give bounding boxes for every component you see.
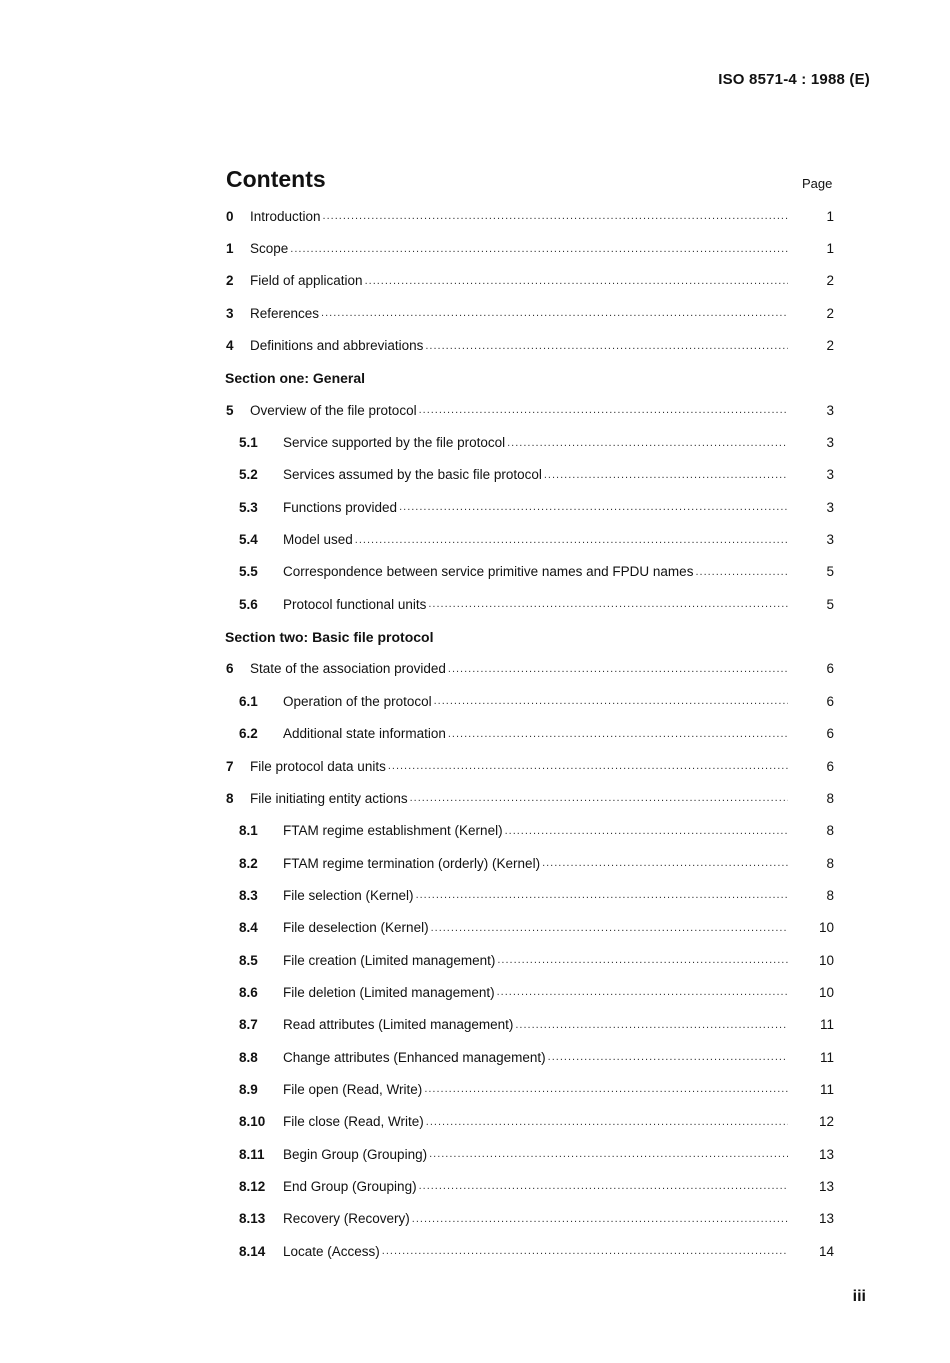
toc-entry[interactable] [224, 232, 834, 264]
toc-entry[interactable] [224, 976, 834, 1008]
toc-entry-number: 2 [226, 273, 234, 289]
toc-entry-page: 13 [818, 1178, 834, 1194]
toc-entry-number: 5.1 [239, 435, 258, 451]
toc-entry-number: 5.5 [239, 564, 258, 580]
toc-entry-title: File protocol data units [250, 758, 386, 774]
toc-entry-title: FTAM regime termination (orderly) (Kernel) [283, 855, 541, 871]
toc-entry[interactable] [224, 685, 834, 717]
toc-entry-title: Introduction [250, 208, 321, 224]
toc-entry-number: 8.1 [239, 823, 258, 839]
toc-entry-number: 8.6 [239, 984, 258, 1000]
toc-entry-number: 8.9 [239, 1081, 258, 1097]
dot-leader [497, 986, 788, 998]
toc-entry-number: 8 [226, 790, 234, 806]
toc-entry-number: 5.4 [239, 532, 258, 548]
toc-entry-page: 6 [826, 726, 834, 742]
toc-entry-page: 2 [826, 273, 834, 289]
toc-entry-number: 0 [226, 208, 234, 224]
toc-entry[interactable] [224, 200, 834, 232]
section-heading-text: Section two: Basic file protocol [225, 628, 434, 645]
toc-entry-number: 8.11 [239, 1146, 265, 1162]
dot-leader [419, 404, 788, 416]
toc-entry-number: 8.8 [239, 1049, 258, 1065]
toc-entry[interactable] [224, 944, 834, 976]
toc-entry-page: 6 [826, 693, 834, 709]
toc-entry[interactable] [224, 782, 834, 814]
toc-entry-title: Model used [283, 532, 353, 548]
toc-entry[interactable] [224, 750, 834, 782]
toc-entry-number: 1 [226, 241, 234, 257]
dot-leader [425, 340, 788, 352]
toc-entry[interactable] [224, 491, 834, 523]
toc-entry[interactable] [224, 718, 834, 750]
toc-entry-page: 3 [826, 467, 834, 483]
dot-leader [388, 760, 788, 772]
dot-leader [419, 1180, 788, 1192]
toc-entry[interactable] [224, 329, 834, 361]
toc-entry-page: 5 [826, 596, 834, 612]
toc-entry-number: 6 [226, 661, 234, 677]
dot-leader [434, 695, 788, 707]
dot-leader [695, 566, 788, 578]
toc-entry-title: End Group (Grouping) [283, 1178, 417, 1194]
toc-entry[interactable] [224, 1009, 834, 1041]
toc-entry[interactable] [224, 459, 834, 491]
dot-leader [505, 825, 788, 837]
dot-leader [448, 728, 788, 740]
toc-entry-page: 2 [826, 338, 834, 354]
toc-entry[interactable] [224, 426, 834, 458]
page-column-label: Page [802, 176, 833, 191]
toc-entry-title: Service supported by the file protocol [283, 435, 506, 451]
dot-leader [321, 307, 788, 319]
toc-entry-page: 10 [818, 984, 834, 1000]
toc-entry-page: 1 [826, 208, 834, 224]
dot-leader [497, 954, 788, 966]
toc-entry-title: Services assumed by the basic file protocol [283, 467, 542, 483]
toc-entry[interactable] [224, 297, 834, 329]
toc-entry-page: 11 [819, 1081, 834, 1097]
dot-leader [429, 1148, 788, 1160]
toc-entry-page: 2 [826, 305, 834, 321]
dot-leader [424, 1083, 788, 1095]
toc-entry-number: 5 [226, 402, 234, 418]
toc-entry-page: 5 [826, 564, 834, 580]
toc-entry-number: 5.2 [239, 467, 258, 483]
toc-entry[interactable] [224, 523, 834, 555]
toc-entry-title: Correspondence between service primitive names and FPDU names [283, 564, 694, 580]
toc-entry-title: Locate (Access) [283, 1243, 380, 1259]
toc-entry[interactable] [224, 588, 834, 620]
toc-entry-title: Read attributes (Limited management) [283, 1017, 514, 1033]
toc-entry-number: 7 [226, 758, 234, 774]
toc-entry-title: Definitions and abbreviations [250, 338, 424, 354]
toc-entry[interactable] [224, 556, 834, 588]
toc-entry-page: 6 [826, 758, 834, 774]
page-title: Contents [226, 166, 326, 192]
section-heading [224, 362, 834, 394]
toc-entry-title: Protocol functional units [283, 596, 427, 612]
section-heading-text: Section one: General [225, 369, 366, 386]
dot-leader [355, 534, 788, 546]
dot-leader [544, 469, 788, 481]
toc-entry-page: 1 [826, 241, 834, 257]
toc-entry-title: Functions provided [283, 499, 398, 515]
toc-entry-page: 3 [826, 435, 834, 451]
toc-entry-title: File deletion (Limited management) [283, 984, 495, 1000]
toc-entry-title: Begin Group (Grouping) [283, 1146, 428, 1162]
toc-entry-title: Field of application [250, 273, 363, 289]
toc-entry-title: File selection (Kernel) [283, 887, 414, 903]
toc-entry-number: 8.7 [239, 1017, 258, 1033]
toc-entry-title: File deselection (Kernel) [283, 920, 429, 936]
dot-leader [323, 210, 788, 222]
dot-leader [515, 1019, 788, 1031]
toc-entry-number: 8.3 [239, 887, 258, 903]
toc-entry-page: 3 [826, 499, 834, 515]
dot-leader [382, 1245, 788, 1257]
dot-leader [507, 437, 788, 449]
dot-leader [542, 857, 788, 869]
toc-entry-page: 8 [826, 887, 834, 903]
toc-entry-number: 8.12 [239, 1178, 266, 1194]
dot-leader [431, 922, 788, 934]
toc-entry-number: 8.5 [239, 952, 258, 968]
toc-entry-number: 6.1 [239, 693, 258, 709]
toc-entry-title: Overview of the file protocol [250, 402, 417, 418]
toc-entry-page: 3 [826, 532, 834, 548]
toc-entry[interactable] [224, 1170, 834, 1202]
toc-entry-number: 3 [226, 305, 234, 321]
toc-entry-page: 8 [826, 823, 834, 839]
toc-entry[interactable] [224, 265, 834, 297]
toc-entry[interactable] [224, 815, 834, 847]
toc-entry-number: 8.10 [239, 1114, 266, 1130]
toc-entry-page: 6 [826, 661, 834, 677]
dot-leader [412, 1213, 788, 1225]
toc-entry[interactable] [224, 1106, 834, 1138]
toc-entry[interactable] [224, 879, 834, 911]
toc-entry-title: File creation (Limited management) [283, 952, 496, 968]
toc-entry-page: 12 [818, 1114, 834, 1130]
toc-entry-title: State of the association provided [250, 661, 446, 677]
toc-entry-number: 8.4 [239, 920, 258, 936]
toc-entry-title: File close (Read, Write) [283, 1114, 424, 1130]
toc-entry-page: 11 [819, 1017, 834, 1033]
dot-leader [548, 1051, 788, 1063]
toc-entry-title: Recovery (Recovery) [283, 1211, 410, 1227]
toc-entry-page: 13 [818, 1211, 834, 1227]
toc-entry-number: 5.3 [239, 499, 258, 515]
toc-entry-title: FTAM regime establishment (Kernel) [283, 823, 503, 839]
toc-entry-number: 8.13 [239, 1211, 266, 1227]
toc-entry-title: Scope [250, 241, 289, 257]
dot-leader [426, 1116, 788, 1128]
toc-entry[interactable] [224, 1073, 834, 1105]
table-of-contents [224, 200, 834, 1267]
toc-entry-title: References [250, 305, 320, 321]
dot-leader [448, 663, 788, 675]
page-number: iii [852, 1288, 866, 1305]
toc-entry-page: 10 [818, 920, 834, 936]
toc-entry-title: File initiating entity actions [250, 790, 408, 806]
toc-entry-number: 5.6 [239, 596, 258, 612]
toc-entry[interactable] [224, 1203, 834, 1235]
toc-entry-number: 4 [226, 338, 234, 354]
dot-leader [365, 275, 788, 287]
dot-leader [399, 501, 788, 513]
toc-entry[interactable] [224, 847, 834, 879]
toc-entry-page: 11 [819, 1049, 834, 1065]
toc-entry-page: 3 [826, 402, 834, 418]
toc-entry[interactable] [224, 912, 834, 944]
toc-entry-title: Change attributes (Enhanced management) [283, 1049, 546, 1065]
toc-entry[interactable] [224, 1235, 834, 1267]
toc-entry-page: 14 [818, 1243, 834, 1259]
toc-entry-page: 13 [818, 1146, 834, 1162]
dot-leader [416, 889, 788, 901]
toc-entry-page: 10 [818, 952, 834, 968]
toc-entry[interactable] [224, 653, 834, 685]
toc-entry-title: Additional state information [283, 726, 446, 742]
toc-entry-title: File open (Read, Write) [283, 1081, 423, 1097]
toc-entry[interactable] [224, 1138, 834, 1170]
dot-leader [410, 792, 788, 804]
dot-leader [290, 243, 788, 255]
toc-entry[interactable] [224, 394, 834, 426]
toc-entry-number: 8.2 [239, 855, 258, 871]
section-heading [224, 620, 834, 652]
dot-leader [428, 598, 788, 610]
toc-entry-number: 6.2 [239, 726, 258, 742]
document-identifier: ISO 8571-4 : 1988 (E) [718, 71, 870, 88]
toc-entry-page: 8 [826, 855, 834, 871]
toc-entry-title: Operation of the protocol [283, 693, 432, 709]
toc-entry-number: 8.14 [239, 1243, 266, 1259]
toc-entry-page: 8 [826, 790, 834, 806]
toc-entry[interactable] [224, 1041, 834, 1073]
